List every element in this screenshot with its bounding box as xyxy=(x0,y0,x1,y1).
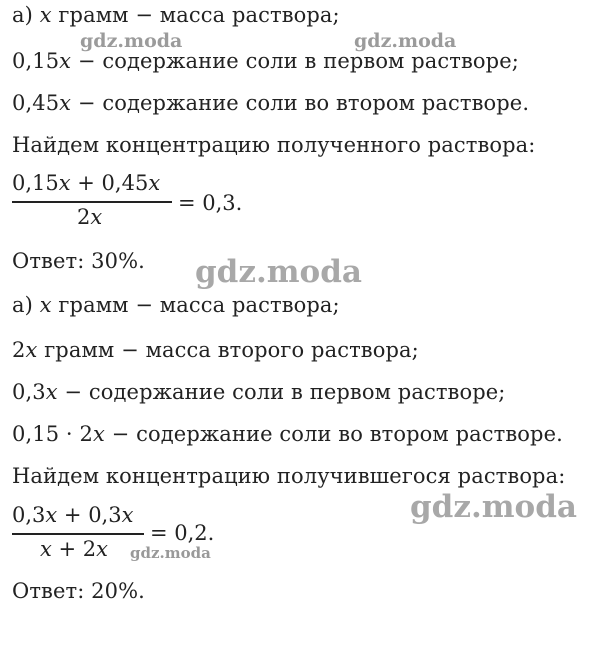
watermark-logo: gdz.moda xyxy=(354,30,457,52)
watermark-logo: gdz.moda xyxy=(195,254,362,290)
fraction-result: = 0,3. xyxy=(178,191,243,215)
fraction-expression xyxy=(12,170,272,240)
solution-line: 0,15 · 2x − содержание соли во втором растворе. xyxy=(12,422,563,446)
fraction-denominator: 2x xyxy=(77,205,103,229)
answer-text: Ответ: 30%. xyxy=(12,249,145,273)
solution-line: 2x грамм − масса второго раствора; xyxy=(12,338,419,362)
fraction-numerator: 0,15x + 0,45x xyxy=(12,171,161,195)
watermark-logo: gdz.moda xyxy=(130,544,211,562)
watermark-logo: gdz.moda xyxy=(80,30,183,52)
solution-line: 0,15x − содержание соли в первом растворе; xyxy=(12,49,519,73)
solution-line: а) x грамм − масса раствора; xyxy=(12,293,340,317)
solution-line: 0,3x − содержание соли в первом растворе; xyxy=(12,380,506,404)
watermark-logo: gdz.moda xyxy=(410,489,577,525)
answer-text: Ответ: 20%. xyxy=(12,579,145,603)
solution-line: 0,45x − содержание соли во втором растворе. xyxy=(12,91,530,115)
fraction-bar xyxy=(12,201,172,203)
fraction-result: = 0,2. xyxy=(150,521,215,545)
solution-line: а) x грамм − масса раствора; xyxy=(12,3,340,27)
fraction-bar xyxy=(12,533,144,535)
solution-line: Найдем концентрацию получившегося раствора: xyxy=(12,464,566,488)
fraction-denominator: x + 2x xyxy=(40,537,108,561)
fraction-numerator: 0,3x + 0,3x xyxy=(12,503,134,527)
solution-line: Найдем концентрацию полученного раствора: xyxy=(12,133,536,157)
